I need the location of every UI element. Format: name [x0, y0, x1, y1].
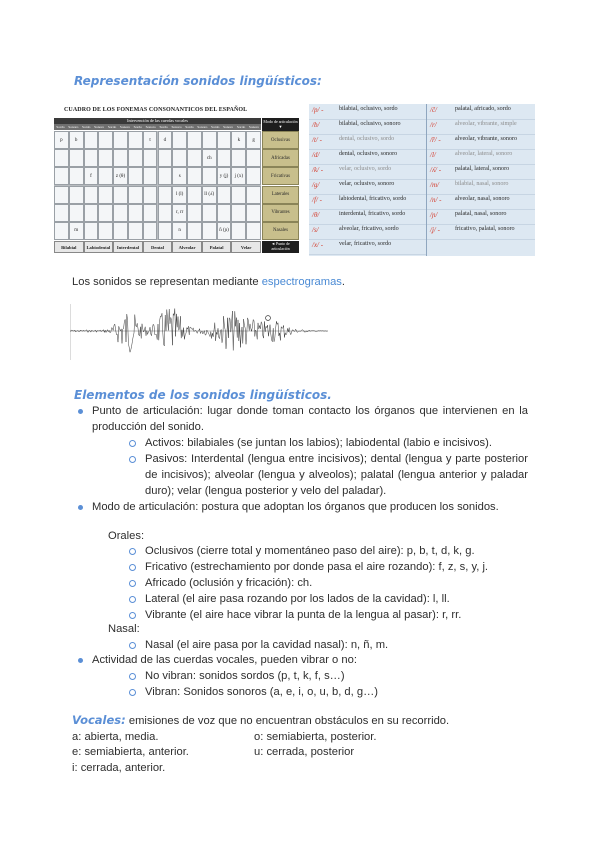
punto-text: Punto de articulación: lugar donde toman contacto los órganos que intervienen en la producción del sonido.	[92, 405, 528, 433]
modo-label: Nasales	[262, 222, 299, 240]
vocales-label: Vocales:	[72, 713, 126, 727]
chart-cell	[98, 222, 113, 240]
phoneme-description: labiodental, fricativo, sordo	[339, 196, 407, 202]
orales-label: Orales:	[108, 530, 145, 542]
chart-cell	[113, 131, 128, 149]
phoneme-row	[309, 224, 426, 240]
chart-cell	[172, 131, 187, 149]
vibran-text: Vibran: Sonidos sonoros (a, e, i, o, u, b, d, g…)	[145, 686, 378, 698]
sonidos-line	[72, 274, 345, 290]
modo-label: Oclusivas	[262, 131, 299, 149]
sub-bullet-icon	[129, 642, 136, 649]
waveform-line	[70, 309, 328, 353]
chart-cell	[143, 204, 158, 222]
phoneme-symbol: /ʎ/ -	[430, 166, 442, 174]
chart-cell	[143, 222, 158, 240]
chart-cell: g	[246, 131, 261, 149]
chart-cell: ch	[202, 149, 217, 167]
heading-elementos: Elementos de los sonidos lingüísticos.	[74, 388, 332, 402]
chart-cell: t	[143, 131, 158, 149]
activos-text: Activos: bilabiales (se juntan los labios); labiodental (labio e incisivos).	[145, 437, 492, 449]
chart-cell	[98, 149, 113, 167]
chart-cell	[143, 186, 158, 204]
chart-cell	[143, 167, 158, 185]
chart-cell	[158, 186, 173, 204]
chart-cell: s	[172, 167, 187, 185]
phoneme-row	[309, 179, 426, 195]
chart-top-label: Intervención de las cuerdas vocales	[54, 118, 261, 124]
chart-cell	[69, 204, 84, 222]
sonoridad-label: Sonoro	[248, 125, 259, 129]
list-item-no-vibran	[145, 668, 528, 684]
chart-cell	[128, 186, 143, 204]
chart-cell	[231, 222, 246, 240]
phoneme-symbol: /θ/	[312, 211, 320, 219]
phoneme-column-right	[427, 104, 535, 256]
sonoridad-label: Sonoro	[171, 125, 182, 129]
chart-cell: b	[69, 131, 84, 149]
phoneme-row	[309, 209, 426, 225]
phoneme-description: alveolar, vibrante, simple	[455, 121, 517, 127]
phoneme-row	[309, 134, 426, 150]
chart-cell	[128, 204, 143, 222]
list-item-oral	[145, 607, 528, 623]
phoneme-description: bilabial, nasal, sonoro	[455, 181, 509, 187]
phoneme-row	[427, 164, 535, 180]
oral-text: Africado (oclusión y fricación): ch.	[145, 577, 313, 589]
phoneme-description: palatal, lateral, sonoro	[455, 166, 510, 172]
sonoridad-label: Sordo	[107, 125, 117, 129]
chart-cell	[217, 186, 232, 204]
phoneme-description: velar, oclusivo, sonoro	[339, 181, 395, 187]
espectrogramas-link[interactable]: espectrogramas	[261, 276, 342, 288]
modo-label: Fricativas	[262, 167, 299, 185]
bullet-icon	[78, 505, 83, 510]
sonoridad-label: Sordo	[211, 125, 220, 129]
phoneme-row	[427, 209, 535, 225]
phoneme-row	[309, 164, 426, 180]
sub-bullet-icon	[129, 596, 136, 603]
chart-cell: l (l)	[172, 186, 187, 204]
sonoridad-label: Sordo	[56, 125, 65, 129]
list-item-nasal	[145, 637, 528, 653]
chart-cell	[172, 149, 187, 167]
chart-cell: y (ʝ)	[217, 167, 232, 185]
vocal-e: e: semiabierta, anterior.	[72, 746, 189, 758]
phoneme-row	[427, 119, 535, 135]
oral-text: Lateral (el aire pasa rozando por los lados de la cavidad): l, ll.	[145, 593, 450, 605]
punto-label: Dental	[143, 241, 173, 253]
chart-cell	[187, 222, 202, 240]
chart-cell	[202, 131, 217, 149]
chart-cell: m	[69, 222, 84, 240]
chart-cell	[231, 186, 246, 204]
chart-cell	[69, 149, 84, 167]
phoneme-symbol: /d/	[312, 151, 320, 159]
chart-cell: k	[231, 131, 246, 149]
chart-cell	[187, 167, 202, 185]
phoneme-symbol: /n/ -	[430, 196, 442, 204]
chart-cell	[98, 186, 113, 204]
chart-cell	[84, 186, 99, 204]
phoneme-symbol: /g/	[312, 181, 320, 189]
phoneme-row	[427, 179, 535, 195]
consonant-chart	[54, 104, 299, 256]
sonoridad-label: Sordo	[236, 125, 246, 129]
chart-cell	[84, 131, 99, 149]
list-item-activos	[145, 435, 528, 451]
phoneme-table	[309, 104, 535, 256]
sub-bullet-icon	[129, 456, 136, 463]
phoneme-column-left	[309, 104, 426, 256]
chart-cell	[128, 131, 143, 149]
chart-cell	[202, 204, 217, 222]
puntos-row	[54, 241, 261, 253]
list-item-oral	[145, 575, 528, 591]
oral-text: Vibrante (el aire hace vibrar la punta de la lengua al pasar): r, rr.	[145, 609, 462, 621]
chart-cell: n	[172, 222, 187, 240]
vocal-o: o: semiabierta, posterior.	[254, 731, 377, 743]
chart-cell	[84, 149, 99, 167]
phoneme-description: fricativo, palatal, sonoro	[455, 226, 515, 232]
chart-cell: p	[54, 131, 69, 149]
chart-cell	[246, 222, 261, 240]
punto-label: Alveolar	[172, 241, 202, 253]
sonoridad-label: Sordo	[159, 125, 168, 129]
chart-cell: f	[84, 167, 99, 185]
chart-cell	[231, 149, 246, 167]
phoneme-row	[427, 194, 535, 210]
chart-cell	[98, 204, 113, 222]
list-item-oral	[145, 591, 528, 607]
phoneme-symbol: /p/ -	[312, 106, 324, 114]
phoneme-description: velar, fricativo, sordo	[339, 241, 392, 247]
vocal-u: u: cerrada, posterior	[254, 746, 355, 758]
phoneme-row	[309, 239, 426, 255]
modo-label: Africadas	[262, 149, 299, 167]
waveform-signal	[70, 309, 328, 353]
puntos-header: ◄ Punto de articulación	[262, 241, 299, 253]
phoneme-description: alveolar, fricativo, sordo	[339, 226, 399, 232]
modo-label: Vibrantes	[262, 204, 299, 222]
chart-cell	[158, 204, 173, 222]
phoneme-row	[427, 224, 535, 240]
chart-cell	[98, 167, 113, 185]
chart-cell	[113, 222, 128, 240]
punto-label: Velar	[231, 241, 261, 253]
chart-cell	[187, 131, 202, 149]
modo-header: Modo de articulación ▼	[263, 119, 298, 129]
chart-cell	[217, 131, 232, 149]
oral-text: Oclusivos (cierre total y momentáneo paso del aire): p, b, t, d, k, g.	[145, 545, 475, 557]
oral-text: Fricativo (estrechamiento por donde pasa el aire rozando): f, z, s, y, j.	[145, 561, 489, 573]
sonoridad-label: Sonoro	[119, 125, 130, 129]
chart-cell	[246, 204, 261, 222]
phoneme-symbol: /ɲ/	[430, 211, 438, 219]
chart-cell: z (θ)	[113, 167, 128, 185]
sonidos-prefix: Los sonidos se representan mediante	[72, 276, 262, 288]
phoneme-symbol: /r/	[430, 121, 437, 129]
chart-cell	[128, 149, 143, 167]
phoneme-row	[427, 149, 535, 165]
bullet-icon	[78, 409, 83, 414]
chart-cell	[54, 167, 69, 185]
list-item-oral	[145, 559, 528, 575]
phoneme-row	[309, 149, 426, 165]
phoneme-description: alveolar, lateral, sonoro	[455, 151, 513, 157]
chart-grid	[54, 131, 261, 240]
chart-cell: j (x)	[231, 167, 246, 185]
phoneme-symbol: /m/	[430, 181, 439, 189]
chart-cell	[54, 222, 69, 240]
phoneme-symbol: /k/ -	[312, 166, 324, 174]
phoneme-row	[309, 194, 426, 210]
phoneme-description: velar, oclusivo, sordo	[339, 166, 392, 172]
nasal-text: Nasal (el aire pasa por la cavidad nasal): n, ñ, m.	[145, 639, 389, 651]
sonoridad-label: Sonoro	[197, 125, 208, 129]
vocales-def: emisiones de voz que no encuentran obstáculos en su recorrido.	[125, 715, 450, 727]
phoneme-symbol: /b/	[312, 121, 320, 129]
chart-cell	[113, 149, 128, 167]
chart-cell	[113, 204, 128, 222]
list-item-punto	[92, 403, 528, 435]
chart-cell	[98, 131, 113, 149]
phoneme-symbol: /t/ -	[312, 136, 322, 144]
cuerdas-text: Actividad de las cuerdas vocales, pueden vibrar o no:	[92, 654, 357, 666]
sub-bullet-icon	[129, 689, 136, 696]
phoneme-description: bilabial, oclusivo, sonoro	[339, 121, 401, 127]
sonoridad-label: Sordo	[185, 125, 194, 129]
phoneme-symbol: /x/ -	[312, 241, 324, 249]
phoneme-symbol: /ĉ/	[430, 106, 437, 114]
phoneme-symbol: /r̄/ -	[430, 136, 441, 144]
chart-cell	[217, 149, 232, 167]
sonoridad-label: Sonoro	[145, 125, 156, 129]
sub-bullet-icon	[129, 564, 136, 571]
bullet-icon	[78, 658, 83, 663]
waveform-image	[70, 300, 330, 362]
chart-title: CUADRO DE LOS FONEMAS CONSONANTICOS DEL ESPAÑOL	[64, 107, 248, 113]
chart-cell	[143, 149, 158, 167]
list-item-oral	[145, 543, 528, 559]
chart-cell	[54, 149, 69, 167]
chart-cell	[128, 167, 143, 185]
punto-label: Palatal	[202, 241, 232, 253]
phoneme-symbol: /f/ -	[312, 196, 322, 204]
sub-bullet-icon	[129, 548, 136, 555]
pasivos-text: Pasivos: Interdental (lengua entre incisivos); dental (lengua y parte posterior de incisivos); alveolar (lengua y alveolos); palatal (lengua anterior y paladar duro); velar (lengua posterior y velo del paladar).	[145, 453, 528, 497]
sonoridad-label: Sonoro	[94, 125, 105, 129]
phoneme-description: palatal, nasal, sonoro	[455, 211, 507, 217]
sub-bullet-icon	[129, 580, 136, 587]
phoneme-description: palatal, africado, sordo	[455, 106, 511, 112]
sonoridad-label: Sonoro	[68, 125, 79, 129]
sonoridad-label: Sordo	[133, 125, 143, 129]
chart-cell	[84, 222, 99, 240]
chart-cell	[246, 186, 261, 204]
sonoridad-bar	[54, 124, 261, 130]
phoneme-description: dental, oclusivo, sonoro	[339, 151, 398, 157]
chart-cell	[187, 204, 202, 222]
no-vibran-text: No vibran: sonidos sordos (p, t, k, f, s…)	[145, 670, 345, 682]
chart-cell	[217, 204, 232, 222]
phoneme-description: bilabial, oclusivo, sordo	[339, 106, 398, 112]
chart-cell	[187, 186, 202, 204]
modo-label: Laterales	[262, 186, 299, 204]
sub-bullet-icon	[129, 612, 136, 619]
phoneme-symbol: /l/	[430, 151, 436, 159]
sonoridad-label: Sonoro	[223, 125, 234, 129]
punto-label: Interdental	[113, 241, 143, 253]
phoneme-description: alveolar, vibrante, sonoro	[455, 136, 518, 142]
chart-cell	[158, 222, 173, 240]
sonidos-suffix: .	[341, 276, 346, 288]
list-item-pasivos	[145, 451, 528, 499]
phoneme-symbol: /ʝ/ -	[430, 226, 440, 234]
chart-cell	[69, 167, 84, 185]
phoneme-row	[309, 119, 426, 135]
phoneme-description: interdental, fricativo, sordo	[339, 211, 406, 217]
sub-bullet-icon	[129, 673, 136, 680]
chart-cell	[158, 149, 173, 167]
chart-cell	[84, 204, 99, 222]
vocal-a: a: abierta, media.	[72, 731, 159, 743]
chart-cell	[231, 204, 246, 222]
heading-representacion: Representación sonidos lingüísticos:	[74, 74, 322, 88]
chart-cell: r, rr	[172, 204, 187, 222]
list-item-modo	[92, 499, 528, 515]
punto-label: Labiodental	[84, 241, 114, 253]
chart-cell	[54, 204, 69, 222]
vocales-line	[72, 712, 449, 729]
phoneme-description: alveolar, nasal, sonoro	[455, 196, 510, 202]
chart-cell	[187, 149, 202, 167]
chart-cell	[202, 222, 217, 240]
chart-cell	[246, 149, 261, 167]
nasal-label: Nasal:	[108, 623, 140, 635]
sonoridad-label: Sordo	[82, 125, 91, 129]
list-item-vibran	[145, 684, 528, 700]
phoneme-symbol: /s/	[312, 226, 319, 234]
chart-cell	[54, 186, 69, 204]
phoneme-row	[427, 134, 535, 150]
chart-cell: ñ (ɲ)	[217, 222, 232, 240]
sub-bullet-icon	[129, 440, 136, 447]
list-item-cuerdas	[92, 652, 528, 668]
waveform-marker	[266, 316, 271, 321]
chart-cell	[246, 167, 261, 185]
chart-cell: ll (ʎ)	[202, 186, 217, 204]
phoneme-description: dental, oclusivo, sordo	[339, 136, 395, 142]
chart-cell	[158, 167, 173, 185]
vocal-i: i: cerrada, anterior.	[72, 762, 166, 774]
phoneme-row	[309, 104, 426, 120]
modo-text: Modo de articulación: postura que adoptan los órganos que producen los sonidos.	[92, 501, 499, 513]
chart-cell	[202, 167, 217, 185]
chart-cell	[69, 186, 84, 204]
phoneme-row	[427, 104, 535, 120]
chart-cell	[128, 222, 143, 240]
chart-cell	[113, 186, 128, 204]
punto-label: Bilabial	[54, 241, 84, 253]
chart-cell: d	[158, 131, 173, 149]
